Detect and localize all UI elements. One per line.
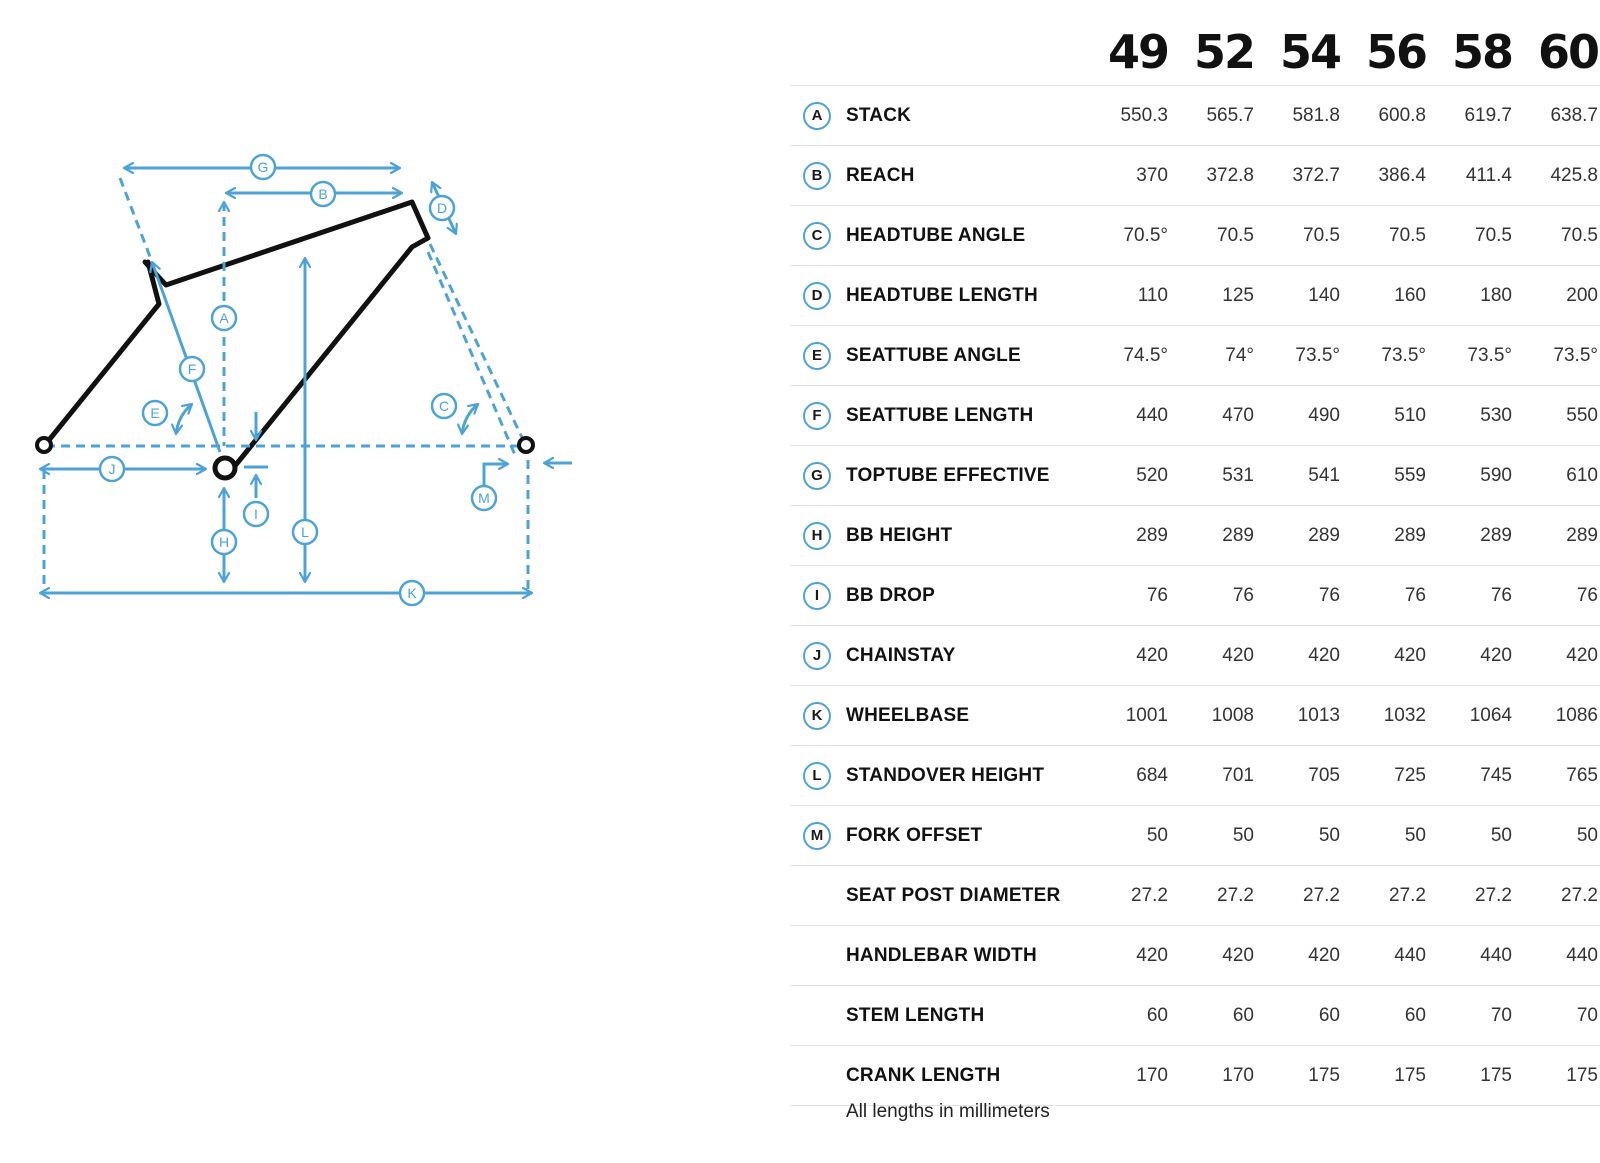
fork-line bbox=[428, 252, 515, 455]
table-cell: 60 bbox=[1272, 986, 1358, 1046]
table-cell: 725 bbox=[1358, 746, 1444, 806]
table-cell: 73.5° bbox=[1358, 326, 1444, 386]
table-cell: 125 bbox=[1186, 266, 1272, 326]
callout-letter: C bbox=[438, 398, 450, 414]
table-cell: 70.5 bbox=[1272, 206, 1358, 266]
table-cell: 440 bbox=[1444, 926, 1530, 986]
angle-arc-c bbox=[462, 404, 478, 434]
table-cell: 420 bbox=[1444, 626, 1530, 686]
table-cell: 550 bbox=[1530, 386, 1600, 446]
table-cell: 175 bbox=[1358, 1046, 1444, 1106]
measurement-label: SEAT POST DIAMETER bbox=[844, 866, 1100, 926]
measurement-label: HEADTUBE LENGTH bbox=[844, 266, 1100, 326]
badge-cell bbox=[790, 566, 844, 626]
seat-stay bbox=[45, 262, 159, 445]
measurement-label: CHAINSTAY bbox=[844, 626, 1100, 686]
table-cell: 74.5° bbox=[1100, 326, 1186, 386]
table-cell: 73.5° bbox=[1444, 326, 1530, 386]
badge-cell bbox=[790, 506, 844, 566]
table-cell: 425.8 bbox=[1530, 146, 1600, 206]
dimension-badge: D bbox=[803, 282, 831, 310]
table-cell: 110 bbox=[1100, 266, 1186, 326]
table-cell: 372.7 bbox=[1272, 146, 1358, 206]
callout-letter: A bbox=[219, 310, 229, 326]
frame-geometry-diagram bbox=[0, 0, 760, 700]
table-cell: 420 bbox=[1358, 626, 1444, 686]
badge-cell bbox=[790, 266, 844, 326]
table-cell: 170 bbox=[1100, 1046, 1186, 1106]
table-cell: 411.4 bbox=[1444, 146, 1530, 206]
measurement-label: HEADTUBE ANGLE bbox=[844, 206, 1100, 266]
table-cell: 27.2 bbox=[1530, 866, 1600, 926]
geometry-table bbox=[790, 18, 1600, 1106]
dimension-badge: F bbox=[803, 402, 831, 430]
callout-a bbox=[212, 306, 236, 330]
size-header: 60 bbox=[1530, 18, 1600, 86]
table-cell: 200 bbox=[1530, 266, 1600, 326]
table-cell: 289 bbox=[1444, 506, 1530, 566]
badge-cell bbox=[790, 86, 844, 146]
size-header: 58 bbox=[1444, 18, 1530, 86]
measurement-label: BB HEIGHT bbox=[844, 506, 1100, 566]
measurement-label: BB DROP bbox=[844, 566, 1100, 626]
size-header: 56 bbox=[1358, 18, 1444, 86]
badge-cell bbox=[790, 926, 844, 986]
measurement-label: STANDOVER HEIGHT bbox=[844, 746, 1100, 806]
angle-arc-e bbox=[176, 404, 192, 434]
table-cell: 581.8 bbox=[1272, 86, 1358, 146]
table-cell: 765 bbox=[1530, 746, 1600, 806]
table-cell: 70.5 bbox=[1444, 206, 1530, 266]
table-cell: 76 bbox=[1272, 566, 1358, 626]
table-cell: 745 bbox=[1444, 746, 1530, 806]
table-cell: 76 bbox=[1444, 566, 1530, 626]
table-row bbox=[790, 866, 1600, 926]
table-row bbox=[790, 926, 1600, 986]
table-cell: 420 bbox=[1530, 626, 1600, 686]
table-cell: 370 bbox=[1100, 146, 1186, 206]
callout-c bbox=[432, 394, 456, 418]
table-cell: 440 bbox=[1530, 926, 1600, 986]
table-cell: 289 bbox=[1272, 506, 1358, 566]
table-cell: 372.8 bbox=[1186, 146, 1272, 206]
table-row bbox=[790, 626, 1600, 686]
table-cell: 1032 bbox=[1358, 686, 1444, 746]
table-cell: 701 bbox=[1186, 746, 1272, 806]
table-cell: 420 bbox=[1186, 626, 1272, 686]
badge-cell bbox=[790, 146, 844, 206]
table-row bbox=[790, 206, 1600, 266]
table-cell: 74° bbox=[1186, 326, 1272, 386]
table-cell: 50 bbox=[1186, 806, 1272, 866]
table-cell: 638.7 bbox=[1530, 86, 1600, 146]
badge-cell bbox=[790, 806, 844, 866]
table-cell: 619.7 bbox=[1444, 86, 1530, 146]
size-header: 49 bbox=[1100, 18, 1186, 86]
table-row bbox=[790, 686, 1600, 746]
measurement-label: WHEELBASE bbox=[844, 686, 1100, 746]
table-cell: 420 bbox=[1100, 926, 1186, 986]
callout-k bbox=[400, 581, 424, 605]
dimension-badge: B bbox=[803, 162, 831, 190]
table-cell: 50 bbox=[1272, 806, 1358, 866]
badge-cell bbox=[790, 626, 844, 686]
table-cell: 420 bbox=[1272, 626, 1358, 686]
top-and-head-tube bbox=[145, 202, 428, 472]
table-cell: 70.5 bbox=[1358, 206, 1444, 266]
table-cell: 550.3 bbox=[1100, 86, 1186, 146]
callout-letter: B bbox=[318, 186, 328, 202]
table-row bbox=[790, 386, 1600, 446]
rear-axle bbox=[37, 438, 51, 452]
table-row bbox=[790, 506, 1600, 566]
callout-letter: J bbox=[108, 461, 116, 477]
measurement-label: STACK bbox=[844, 86, 1100, 146]
size-header: 52 bbox=[1186, 18, 1272, 86]
table-cell: 50 bbox=[1530, 806, 1600, 866]
table-cell: 60 bbox=[1358, 986, 1444, 1046]
table-cell: 565.7 bbox=[1186, 86, 1272, 146]
dimension-badge: M bbox=[803, 822, 831, 850]
table-cell: 470 bbox=[1186, 386, 1272, 446]
dimension-badge: J bbox=[803, 642, 831, 670]
table-cell: 530 bbox=[1444, 386, 1530, 446]
table-row bbox=[790, 1046, 1600, 1106]
callout-letter: K bbox=[407, 585, 417, 601]
callout-letter: H bbox=[218, 534, 230, 550]
table-cell: 50 bbox=[1100, 806, 1186, 866]
measurement-label: SEATTUBE ANGLE bbox=[844, 326, 1100, 386]
size-header: 54 bbox=[1272, 18, 1358, 86]
table-cell: 490 bbox=[1272, 386, 1358, 446]
table-cell: 70 bbox=[1530, 986, 1600, 1046]
table-cell: 705 bbox=[1272, 746, 1358, 806]
callout-l bbox=[293, 520, 317, 544]
table-cell: 76 bbox=[1530, 566, 1600, 626]
dimension-badge: L bbox=[803, 762, 831, 790]
table-row bbox=[790, 986, 1600, 1046]
table-row bbox=[790, 566, 1600, 626]
table-cell: 684 bbox=[1100, 746, 1186, 806]
callout-letter: G bbox=[257, 159, 269, 175]
table-cell: 70.5 bbox=[1530, 206, 1600, 266]
callout-letter: L bbox=[301, 524, 309, 540]
table-cell: 76 bbox=[1100, 566, 1186, 626]
header-spacer bbox=[844, 18, 1100, 86]
dimension-badge: K bbox=[803, 702, 831, 730]
table-cell: 27.2 bbox=[1186, 866, 1272, 926]
table-cell: 520 bbox=[1100, 446, 1186, 506]
table-cell: 420 bbox=[1100, 626, 1186, 686]
table-cell: 289 bbox=[1358, 506, 1444, 566]
table-cell: 27.2 bbox=[1272, 866, 1358, 926]
table-cell: 289 bbox=[1530, 506, 1600, 566]
callout-i bbox=[244, 502, 268, 526]
front-axle bbox=[519, 438, 533, 452]
table-row bbox=[790, 446, 1600, 506]
callout-d bbox=[430, 196, 454, 220]
dimension-badge: E bbox=[803, 342, 831, 370]
callout-e bbox=[143, 401, 167, 425]
table-cell: 559 bbox=[1358, 446, 1444, 506]
table-cell: 175 bbox=[1530, 1046, 1600, 1106]
table-cell: 70.5 bbox=[1186, 206, 1272, 266]
measurement-label: FORK OFFSET bbox=[844, 806, 1100, 866]
bottom-bracket bbox=[215, 458, 235, 478]
dimension-badge: C bbox=[803, 222, 831, 250]
badge-cell bbox=[790, 866, 844, 926]
measurement-label: HANDLEBAR WIDTH bbox=[844, 926, 1100, 986]
badge-cell bbox=[790, 686, 844, 746]
table-cell: 27.2 bbox=[1444, 866, 1530, 926]
table-cell: 610 bbox=[1530, 446, 1600, 506]
callout-m bbox=[472, 486, 496, 510]
table-cell: 1013 bbox=[1272, 686, 1358, 746]
table-cell: 420 bbox=[1186, 926, 1272, 986]
table-cell: 175 bbox=[1272, 1046, 1358, 1106]
badge-cell bbox=[790, 746, 844, 806]
units-footnote: All lengths in millimeters bbox=[846, 1101, 1050, 1122]
bike-frame bbox=[45, 202, 428, 472]
size-header-row bbox=[790, 18, 1600, 86]
table-cell: 170 bbox=[1186, 1046, 1272, 1106]
badge-cell bbox=[790, 206, 844, 266]
dimension-badge: G bbox=[803, 462, 831, 490]
header-spacer bbox=[790, 18, 844, 86]
table-cell: 440 bbox=[1100, 386, 1186, 446]
table-cell: 175 bbox=[1444, 1046, 1530, 1106]
table-cell: 140 bbox=[1272, 266, 1358, 326]
dimension-badge: I bbox=[803, 582, 831, 610]
table-cell: 590 bbox=[1444, 446, 1530, 506]
table-cell: 1086 bbox=[1530, 686, 1600, 746]
table-row bbox=[790, 146, 1600, 206]
table-cell: 70 bbox=[1444, 986, 1530, 1046]
table-cell: 50 bbox=[1444, 806, 1530, 866]
callout-b bbox=[311, 182, 335, 206]
callout-f bbox=[180, 357, 204, 381]
badge-cell bbox=[790, 446, 844, 506]
table-cell: 73.5° bbox=[1530, 326, 1600, 386]
measurement-label: TOPTUBE EFFECTIVE bbox=[844, 446, 1100, 506]
table-cell: 420 bbox=[1272, 926, 1358, 986]
measurement-label: SEATTUBE LENGTH bbox=[844, 386, 1100, 446]
badge-cell bbox=[790, 986, 844, 1046]
callout-letter: M bbox=[478, 490, 490, 506]
table-cell: 1001 bbox=[1100, 686, 1186, 746]
table-row bbox=[790, 86, 1600, 146]
badge-cell bbox=[790, 386, 844, 446]
callout-letter: F bbox=[187, 361, 197, 377]
callout-h bbox=[212, 530, 236, 554]
table-cell: 60 bbox=[1186, 986, 1272, 1046]
table-row bbox=[790, 746, 1600, 806]
table-cell: 600.8 bbox=[1358, 86, 1444, 146]
dim-line-m bbox=[484, 464, 508, 486]
measurement-label: STEM LENGTH bbox=[844, 986, 1100, 1046]
table-cell: 76 bbox=[1186, 566, 1272, 626]
table-cell: 440 bbox=[1358, 926, 1444, 986]
table-cell: 180 bbox=[1444, 266, 1530, 326]
table-cell: 70.5° bbox=[1100, 206, 1186, 266]
callout-j bbox=[100, 457, 124, 481]
measurement-label: REACH bbox=[844, 146, 1100, 206]
table-cell: 510 bbox=[1358, 386, 1444, 446]
table-cell: 60 bbox=[1100, 986, 1186, 1046]
callout-g bbox=[251, 155, 275, 179]
dimension-badge: A bbox=[803, 102, 831, 130]
table-row bbox=[790, 806, 1600, 866]
callout-group bbox=[100, 155, 496, 605]
table-cell: 289 bbox=[1100, 506, 1186, 566]
callout-letter: D bbox=[436, 200, 448, 216]
table-cell: 76 bbox=[1358, 566, 1444, 626]
callout-letter: I bbox=[254, 506, 258, 522]
table-row bbox=[790, 266, 1600, 326]
table-cell: 1064 bbox=[1444, 686, 1530, 746]
table-cell: 541 bbox=[1272, 446, 1358, 506]
badge-cell bbox=[790, 326, 844, 386]
table-cell: 27.2 bbox=[1100, 866, 1186, 926]
table-cell: 386.4 bbox=[1358, 146, 1444, 206]
callout-letter: E bbox=[150, 405, 160, 421]
badge-cell bbox=[790, 1046, 844, 1106]
table-cell: 531 bbox=[1186, 446, 1272, 506]
table-row bbox=[790, 326, 1600, 386]
table-cell: 289 bbox=[1186, 506, 1272, 566]
measurement-label: CRANK LENGTH bbox=[844, 1046, 1100, 1106]
table-cell: 1008 bbox=[1186, 686, 1272, 746]
table-cell: 27.2 bbox=[1358, 866, 1444, 926]
table-cell: 50 bbox=[1358, 806, 1444, 866]
table-cell: 160 bbox=[1358, 266, 1444, 326]
dimension-badge: H bbox=[803, 522, 831, 550]
table-cell: 73.5° bbox=[1272, 326, 1358, 386]
seat-axis-extension bbox=[120, 178, 152, 262]
